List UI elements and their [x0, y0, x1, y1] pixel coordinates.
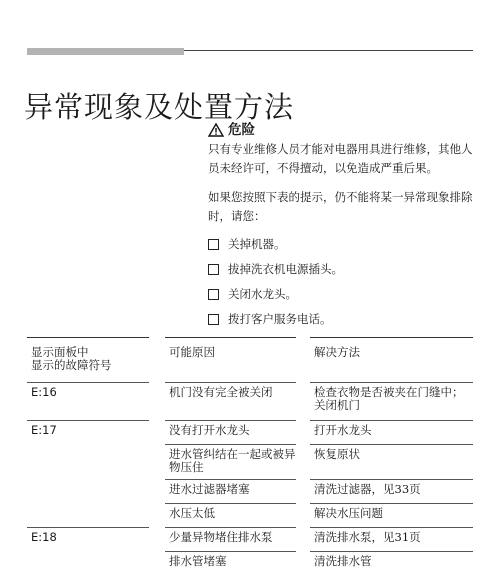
checkbox-icon — [208, 239, 219, 250]
fault-code-cell: E:16 — [27, 383, 157, 421]
solution-cell: 解决水压问题 — [303, 504, 473, 528]
fault-code-cell: E:18 — [27, 528, 157, 552]
cause-cell: 没有打开水龙头 — [157, 421, 303, 445]
solution-cell: 清洗过滤器，见33页 — [303, 480, 473, 504]
list-item: 关闭水龙头。 — [208, 282, 476, 307]
table-row — [27, 528, 473, 552]
list-item: 关掉机器。 — [208, 232, 476, 257]
solution-cell: 检查衣物是否被夹在门缝中；关闭机门 — [303, 383, 473, 421]
step-list — [208, 232, 476, 332]
table-row — [27, 504, 473, 528]
cause-cell: 机门没有完全被关闭 — [157, 383, 303, 421]
solution-cell: 清洗排水泵，见31页 — [303, 528, 473, 552]
warning-title — [208, 120, 476, 140]
solution-cell: 恢复原状 — [303, 445, 473, 480]
header-solution: 解决方法 — [303, 338, 473, 383]
fault-code-cell — [27, 504, 157, 528]
list-item: 拔掉洗衣机电源插头。 — [208, 257, 476, 282]
header-accent-bar — [27, 48, 184, 55]
fault-table — [27, 337, 473, 575]
list-item: 拨打客户服务电话。 — [208, 307, 476, 332]
cause-cell: 排水管堵塞 — [157, 552, 303, 575]
warning-paragraph: 只有专业维修人员才能对电器用具进行维修，其他人员未经许可，不得擅动，以免造成严重后果。 — [208, 140, 476, 178]
warning-title-text: 危险 — [228, 121, 255, 140]
fault-code-cell — [27, 480, 157, 504]
warning-section — [208, 120, 476, 332]
warning-triangle-icon — [208, 123, 224, 137]
header-fault-code: 显示面板中 显示的故障符号 — [27, 338, 157, 383]
page-title: 异常现象及处置方法 — [24, 85, 294, 126]
checkbox-icon — [208, 314, 219, 325]
fault-code-cell: E:17 — [27, 421, 157, 445]
cause-cell: 进水管纠结在一起或被异物压住 — [157, 445, 303, 480]
header-cause: 可能原因 — [157, 338, 303, 383]
solution-cell: 打开水龙头 — [303, 421, 473, 445]
table-row — [27, 445, 473, 480]
checkbox-icon — [208, 289, 219, 300]
cause-cell: 少量异物堵住排水泵 — [157, 528, 303, 552]
table-row — [27, 383, 473, 421]
table-row — [27, 421, 473, 445]
table-row — [27, 480, 473, 504]
cause-cell: 进水过滤器堵塞 — [157, 480, 303, 504]
table-header-row — [27, 338, 473, 383]
table-row — [27, 552, 473, 575]
solution-cell: 清洗排水管 — [303, 552, 473, 575]
checkbox-icon — [208, 264, 219, 275]
header-rule — [184, 50, 473, 51]
cause-cell: 水压太低 — [157, 504, 303, 528]
fault-code-cell — [27, 552, 157, 575]
instruction-paragraph: 如果您按照下表的提示，仍不能将某一异常现象排除时，请您： — [208, 188, 476, 226]
fault-code-cell — [27, 445, 157, 480]
